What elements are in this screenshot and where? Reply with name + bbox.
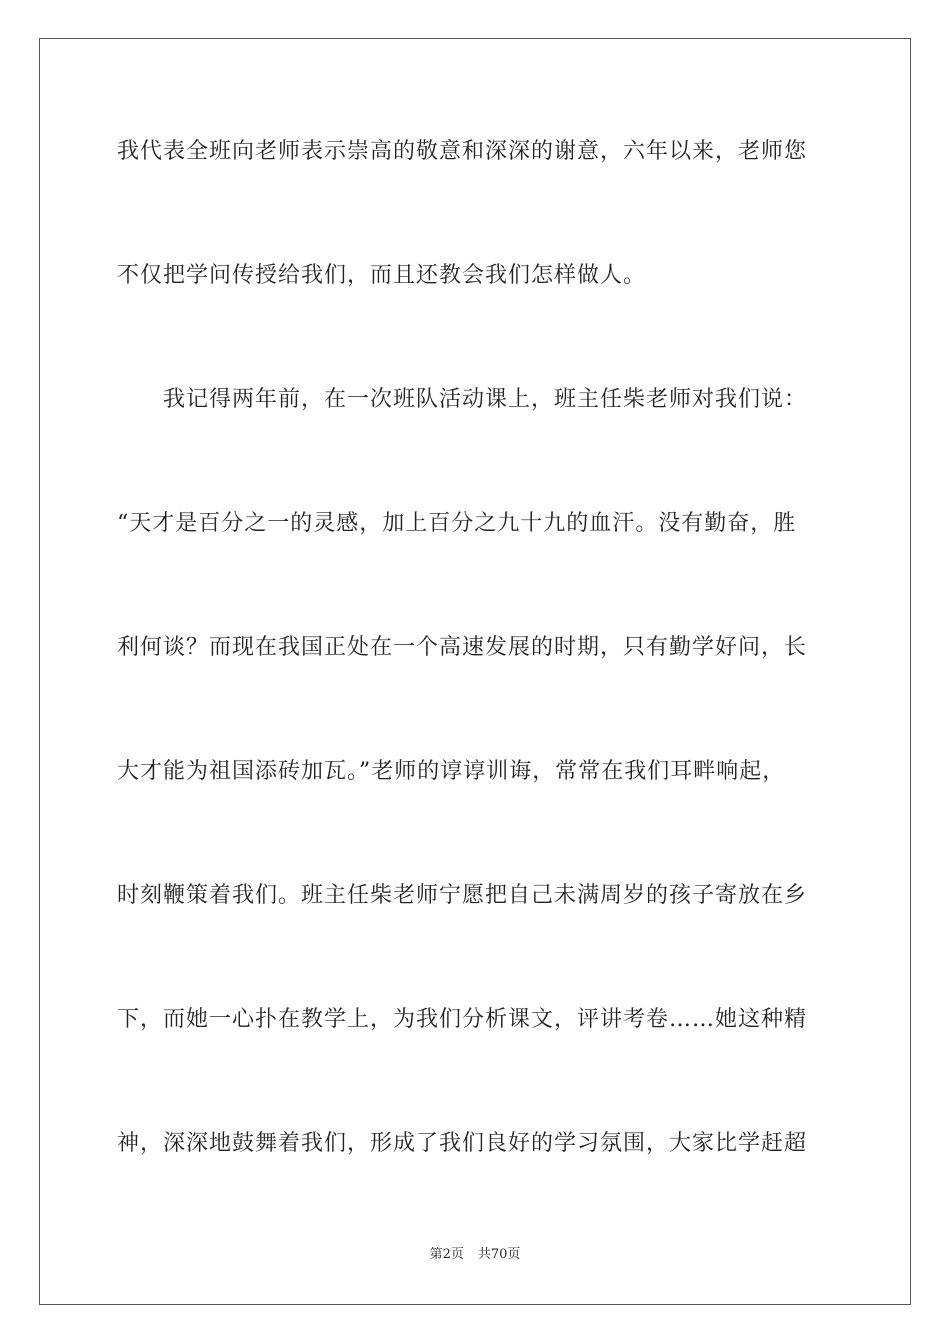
body-text-line-8: 下，而她一心扑在教学上，为我们分析课文，评讲考卷……她这种精 [117, 1007, 808, 1032]
body-text-line-7: 时刻鞭策着我们。班主任柴老师宁愿把自己未满周岁的孩子寄放在乡 [117, 883, 808, 908]
body-text-line-2: 不仅把学问传授给我们，而且还教会我们怎样做人。 [117, 263, 647, 288]
body-text-line-6: 大才能为祖国添砖加瓦。”老师的谆谆训诲，常常在我们耳畔响起， [117, 759, 786, 784]
body-text-line-3: 我记得两年前，在一次班队活动课上，班主任柴老师对我们说： [163, 387, 808, 412]
body-text-line-9: 神，深深地鼓舞着我们，形成了我们良好的学习氛围，大家比学赶超 [117, 1131, 808, 1156]
page-border [39, 38, 911, 1305]
page-number: 第2页 [429, 1247, 464, 1262]
page-footer [0, 1246, 950, 1264]
body-text-line-4: “天才是百分之一的灵感，加上百分之九十九的血汗。没有勤奋，胜 [117, 511, 797, 536]
page-total: 共70页 [477, 1247, 521, 1262]
body-text-line-1: 我代表全班向老师表示崇高的敬意和深深的谢意，六年以来，老师您 [117, 139, 808, 164]
body-text-line-5: 利何谈？而现在我国正处在一个高速发展的时期，只有勤学好问，长 [117, 635, 808, 660]
